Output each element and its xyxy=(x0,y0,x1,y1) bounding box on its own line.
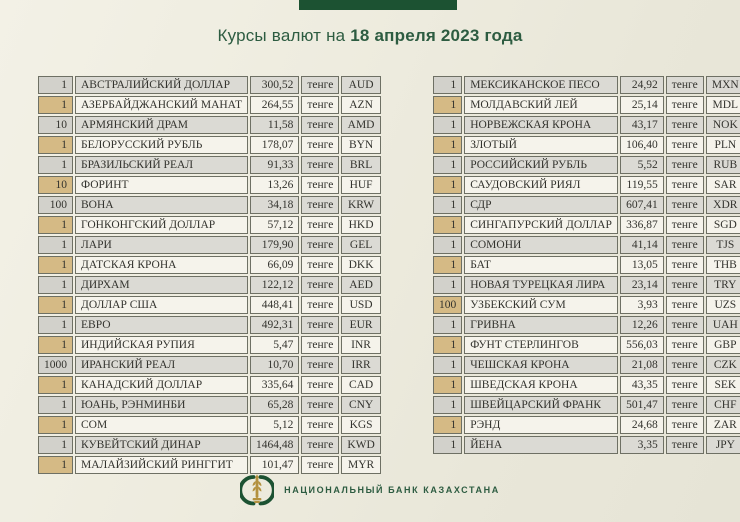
bank-name: НАЦИОНАЛЬНЫЙ БАНК КАЗАХСТАНА xyxy=(284,485,500,495)
rate-cell: 66,09 xyxy=(250,256,299,274)
currency-name-cell: САУДОВСКИЙ РИЯЛ xyxy=(464,176,618,194)
top-ribbon xyxy=(299,0,457,10)
unit-cell: тенге xyxy=(301,376,339,394)
currency-name-cell: НОВАЯ ТУРЕЦКАЯ ЛИРА xyxy=(464,276,618,294)
rate-cell: 3,93 xyxy=(620,296,664,314)
rate-row xyxy=(433,436,740,454)
qty-cell: 1 xyxy=(433,356,462,374)
currency-code-cell: AUD xyxy=(341,76,380,94)
currency-code-cell: CNY xyxy=(341,396,380,414)
qty-cell: 1 xyxy=(433,196,462,214)
unit-cell: тенге xyxy=(301,396,339,414)
rate-row xyxy=(38,276,381,294)
unit-cell: тенге xyxy=(666,376,704,394)
currency-name-cell: БАТ xyxy=(464,256,618,274)
currency-name-cell: АВСТРАЛИЙСКИЙ ДОЛЛАР xyxy=(75,76,248,94)
rate-row xyxy=(38,436,381,454)
currency-code-cell: CHF xyxy=(706,396,740,414)
currency-code-cell: HUF xyxy=(341,176,380,194)
unit-cell: тенге xyxy=(301,456,339,474)
qty-cell: 1 xyxy=(433,96,462,114)
qty-cell: 1 xyxy=(433,76,462,94)
rate-row xyxy=(433,376,740,394)
unit-cell: тенге xyxy=(666,356,704,374)
rate-cell: 12,26 xyxy=(620,316,664,334)
unit-cell: тенге xyxy=(666,416,704,434)
unit-cell: тенге xyxy=(301,96,339,114)
currency-code-cell: GBP xyxy=(706,336,740,354)
qty-cell: 1 xyxy=(38,76,73,94)
currency-code-cell: KRW xyxy=(341,196,380,214)
rate-cell: 5,47 xyxy=(250,336,299,354)
qty-cell: 1 xyxy=(38,236,73,254)
qty-cell: 1 xyxy=(433,276,462,294)
currency-name-cell: МЕКСИКАНСКОЕ ПЕСО xyxy=(464,76,618,94)
rate-cell: 65,28 xyxy=(250,396,299,414)
currency-name-cell: АРМЯНСКИЙ ДРАМ xyxy=(75,116,248,134)
unit-cell: тенге xyxy=(666,336,704,354)
currency-code-cell: SGD xyxy=(706,216,740,234)
currency-code-cell: TJS xyxy=(706,236,740,254)
rate-row xyxy=(433,96,740,114)
rate-cell: 11,58 xyxy=(250,116,299,134)
currency-name-cell: СОМОНИ xyxy=(464,236,618,254)
currency-name-cell: ИРАНСКИЙ РЕАЛ xyxy=(75,356,248,374)
currency-code-cell: KGS xyxy=(341,416,380,434)
qty-cell: 1000 xyxy=(38,356,73,374)
qty-cell: 1 xyxy=(433,316,462,334)
rate-cell: 106,40 xyxy=(620,136,664,154)
rate-cell: 122,12 xyxy=(250,276,299,294)
rate-cell: 23,14 xyxy=(620,276,664,294)
currency-name-cell: СОМ xyxy=(75,416,248,434)
rate-row xyxy=(38,76,381,94)
currency-code-cell: XDR xyxy=(706,196,740,214)
rates-table-right xyxy=(431,74,740,456)
qty-cell: 1 xyxy=(433,336,462,354)
title-date: 18 апреля 2023 года xyxy=(350,26,523,45)
currency-code-cell: GEL xyxy=(341,236,380,254)
unit-cell: тенге xyxy=(666,296,704,314)
qty-cell: 1 xyxy=(38,136,73,154)
currency-name-cell: МАЛАЙЗИЙСКИЙ РИНГГИТ xyxy=(75,456,248,474)
qty-cell: 1 xyxy=(433,116,462,134)
currency-name-cell: БЕЛОРУССКИЙ РУБЛЬ xyxy=(75,136,248,154)
rate-cell: 21,08 xyxy=(620,356,664,374)
rate-row xyxy=(38,336,381,354)
currency-name-cell: ЕВРО xyxy=(75,316,248,334)
rate-row xyxy=(38,236,381,254)
currency-name-cell: СИНГАПУРСКИЙ ДОЛЛАР xyxy=(464,216,618,234)
rate-row xyxy=(433,256,740,274)
unit-cell: тенге xyxy=(301,116,339,134)
currency-name-cell: СДР xyxy=(464,196,618,214)
qty-cell: 1 xyxy=(433,136,462,154)
currency-name-cell: ДИРХАМ xyxy=(75,276,248,294)
currency-name-cell: НОРВЕЖСКАЯ КРОНА xyxy=(464,116,618,134)
rate-row xyxy=(433,396,740,414)
currency-name-cell: ГРИВНА xyxy=(464,316,618,334)
qty-cell: 1 xyxy=(38,256,73,274)
currency-name-cell: АЗЕРБАЙДЖАНСКИЙ МАНАТ xyxy=(75,96,248,114)
qty-cell: 100 xyxy=(433,296,462,314)
currency-name-cell: ИНДИЙСКАЯ РУПИЯ xyxy=(75,336,248,354)
unit-cell: тенге xyxy=(666,156,704,174)
rate-cell: 43,35 xyxy=(620,376,664,394)
currency-code-cell: BRL xyxy=(341,156,380,174)
unit-cell: тенге xyxy=(666,76,704,94)
rate-row xyxy=(433,76,740,94)
rate-row xyxy=(433,316,740,334)
currency-name-cell: КАНАДСКИЙ ДОЛЛАР xyxy=(75,376,248,394)
rate-cell: 179,90 xyxy=(250,236,299,254)
rate-cell: 5,52 xyxy=(620,156,664,174)
rate-cell: 336,87 xyxy=(620,216,664,234)
unit-cell: тенге xyxy=(666,116,704,134)
currency-code-cell: INR xyxy=(341,336,380,354)
currency-code-cell: SAR xyxy=(706,176,740,194)
currency-name-cell: УЗБЕКСКИЙ СУМ xyxy=(464,296,618,314)
rate-cell: 300,52 xyxy=(250,76,299,94)
unit-cell: тенге xyxy=(301,176,339,194)
rate-row xyxy=(433,216,740,234)
rates-table-left xyxy=(36,74,383,476)
rate-cell: 25,14 xyxy=(620,96,664,114)
qty-cell: 1 xyxy=(433,216,462,234)
unit-cell: тенге xyxy=(666,436,704,454)
qty-cell: 1 xyxy=(38,416,73,434)
qty-cell: 1 xyxy=(433,176,462,194)
qty-cell: 1 xyxy=(38,456,73,474)
qty-cell: 1 xyxy=(38,436,73,454)
title-prefix: Курсы валют на xyxy=(217,26,346,45)
qty-cell: 1 xyxy=(433,396,462,414)
currency-code-cell: PLN xyxy=(706,136,740,154)
currency-name-cell: ФУНТ СТЕРЛИНГОВ xyxy=(464,336,618,354)
qty-cell: 1 xyxy=(433,236,462,254)
currency-name-cell: РОССИЙСКИЙ РУБЛЬ xyxy=(464,156,618,174)
rate-row xyxy=(433,336,740,354)
rate-cell: 448,41 xyxy=(250,296,299,314)
footer xyxy=(0,472,740,508)
unit-cell: тенге xyxy=(666,196,704,214)
rate-cell: 57,12 xyxy=(250,216,299,234)
currency-code-cell: AMD xyxy=(341,116,380,134)
currency-code-cell: USD xyxy=(341,296,380,314)
rate-row xyxy=(433,116,740,134)
unit-cell: тенге xyxy=(666,216,704,234)
qty-cell: 10 xyxy=(38,176,73,194)
unit-cell: тенге xyxy=(666,96,704,114)
qty-cell: 1 xyxy=(38,156,73,174)
currency-code-cell: UAH xyxy=(706,316,740,334)
currency-code-cell: THB xyxy=(706,256,740,274)
rate-row xyxy=(38,96,381,114)
unit-cell: тенге xyxy=(301,136,339,154)
rate-cell: 335,64 xyxy=(250,376,299,394)
qty-cell: 1 xyxy=(38,336,73,354)
unit-cell: тенге xyxy=(301,356,339,374)
rate-cell: 24,68 xyxy=(620,416,664,434)
currency-code-cell: AED xyxy=(341,276,380,294)
rate-row xyxy=(433,196,740,214)
rate-cell: 556,03 xyxy=(620,336,664,354)
qty-cell: 1 xyxy=(433,376,462,394)
rate-cell: 101,47 xyxy=(250,456,299,474)
rate-row xyxy=(38,156,381,174)
unit-cell: тенге xyxy=(301,276,339,294)
rate-cell: 501,47 xyxy=(620,396,664,414)
rate-row xyxy=(38,216,381,234)
qty-cell: 1 xyxy=(38,276,73,294)
currency-code-cell: CZK xyxy=(706,356,740,374)
unit-cell: тенге xyxy=(666,316,704,334)
rate-row xyxy=(433,416,740,434)
qty-cell: 1 xyxy=(38,96,73,114)
rate-cell: 24,92 xyxy=(620,76,664,94)
unit-cell: тенге xyxy=(301,336,339,354)
qty-cell: 1 xyxy=(38,376,73,394)
rate-cell: 492,31 xyxy=(250,316,299,334)
currency-code-cell: SEK xyxy=(706,376,740,394)
currency-code-cell: JPY xyxy=(706,436,740,454)
rate-cell: 119,55 xyxy=(620,176,664,194)
rate-row xyxy=(433,296,740,314)
qty-cell: 1 xyxy=(433,436,462,454)
unit-cell: тенге xyxy=(301,256,339,274)
currency-code-cell: HKD xyxy=(341,216,380,234)
rate-row xyxy=(433,176,740,194)
unit-cell: тенге xyxy=(301,196,339,214)
rate-row xyxy=(433,356,740,374)
currency-name-cell: ЛАРИ xyxy=(75,236,248,254)
currency-code-cell: RUB xyxy=(706,156,740,174)
page-title xyxy=(0,26,740,46)
currency-name-cell: ЗЛОТЫЙ xyxy=(464,136,618,154)
unit-cell: тенге xyxy=(666,236,704,254)
rate-row xyxy=(433,156,740,174)
currency-name-cell: ДОЛЛАР США xyxy=(75,296,248,314)
rate-cell: 34,18 xyxy=(250,196,299,214)
rate-cell: 13,26 xyxy=(250,176,299,194)
currency-name-cell: ШВЕЙЦАРСКИЙ ФРАНК xyxy=(464,396,618,414)
qty-cell: 1 xyxy=(38,296,73,314)
currency-code-cell: MDL xyxy=(706,96,740,114)
rate-row xyxy=(433,276,740,294)
rate-row xyxy=(38,316,381,334)
rate-cell: 607,41 xyxy=(620,196,664,214)
national-bank-emblem-icon xyxy=(240,472,274,508)
rate-row xyxy=(38,256,381,274)
rate-row xyxy=(38,116,381,134)
currency-name-cell: ШВЕДСКАЯ КРОНА xyxy=(464,376,618,394)
rate-cell: 41,14 xyxy=(620,236,664,254)
rate-cell: 10,70 xyxy=(250,356,299,374)
qty-cell: 1 xyxy=(433,156,462,174)
unit-cell: тенге xyxy=(666,396,704,414)
qty-cell: 1 xyxy=(38,216,73,234)
rate-row xyxy=(38,196,381,214)
currency-code-cell: KWD xyxy=(341,436,380,454)
currency-code-cell: CAD xyxy=(341,376,380,394)
currency-code-cell: IRR xyxy=(341,356,380,374)
rate-row xyxy=(38,416,381,434)
currency-name-cell: КУВЕЙТСКИЙ ДИНАР xyxy=(75,436,248,454)
rate-cell: 178,07 xyxy=(250,136,299,154)
unit-cell: тенге xyxy=(666,176,704,194)
currency-name-cell: ВОНА xyxy=(75,196,248,214)
currency-name-cell: ДАТСКАЯ КРОНА xyxy=(75,256,248,274)
rate-cell: 13,05 xyxy=(620,256,664,274)
unit-cell: тенге xyxy=(301,416,339,434)
currency-code-cell: ZAR xyxy=(706,416,740,434)
currency-name-cell: ЧЕШСКАЯ КРОНА xyxy=(464,356,618,374)
rate-row xyxy=(38,376,381,394)
rate-row xyxy=(38,136,381,154)
currency-name-cell: ЙЕНА xyxy=(464,436,618,454)
rate-row xyxy=(38,296,381,314)
rate-cell: 91,33 xyxy=(250,156,299,174)
unit-cell: тенге xyxy=(301,296,339,314)
currency-code-cell: BYN xyxy=(341,136,380,154)
rates-tables-container xyxy=(36,74,740,476)
qty-cell: 1 xyxy=(38,396,73,414)
rate-cell: 3,35 xyxy=(620,436,664,454)
currency-code-cell: UZS xyxy=(706,296,740,314)
unit-cell: тенге xyxy=(301,236,339,254)
qty-cell: 1 xyxy=(433,416,462,434)
currency-name-cell: МОЛДАВСКИЙ ЛЕЙ xyxy=(464,96,618,114)
qty-cell: 10 xyxy=(38,116,73,134)
unit-cell: тенге xyxy=(666,256,704,274)
currency-code-cell: EUR xyxy=(341,316,380,334)
unit-cell: тенге xyxy=(666,136,704,154)
currency-name-cell: РЭНД xyxy=(464,416,618,434)
rate-row xyxy=(38,356,381,374)
currency-code-cell: NOK xyxy=(706,116,740,134)
currency-name-cell: ФОРИНТ xyxy=(75,176,248,194)
currency-name-cell: ЮАНЬ, РЭНМИНБИ xyxy=(75,396,248,414)
qty-cell: 1 xyxy=(38,316,73,334)
unit-cell: тенге xyxy=(301,76,339,94)
unit-cell: тенге xyxy=(666,276,704,294)
qty-cell: 1 xyxy=(433,256,462,274)
currency-code-cell: MYR xyxy=(341,456,380,474)
currency-code-cell: MXN xyxy=(706,76,740,94)
currency-name-cell: БРАЗИЛЬСКИЙ РЕАЛ xyxy=(75,156,248,174)
rate-row xyxy=(433,236,740,254)
unit-cell: тенге xyxy=(301,156,339,174)
rate-row xyxy=(433,136,740,154)
rate-cell: 43,17 xyxy=(620,116,664,134)
currency-code-cell: AZN xyxy=(341,96,380,114)
currency-code-cell: TRY xyxy=(706,276,740,294)
qty-cell: 100 xyxy=(38,196,73,214)
unit-cell: тенге xyxy=(301,316,339,334)
currency-name-cell: ГОНКОНГСКИЙ ДОЛЛАР xyxy=(75,216,248,234)
unit-cell: тенге xyxy=(301,436,339,454)
rate-row xyxy=(38,396,381,414)
unit-cell: тенге xyxy=(301,216,339,234)
rate-cell: 264,55 xyxy=(250,96,299,114)
rate-cell: 5,12 xyxy=(250,416,299,434)
rate-cell: 1464,48 xyxy=(250,436,299,454)
rate-row xyxy=(38,176,381,194)
currency-code-cell: DKK xyxy=(341,256,380,274)
